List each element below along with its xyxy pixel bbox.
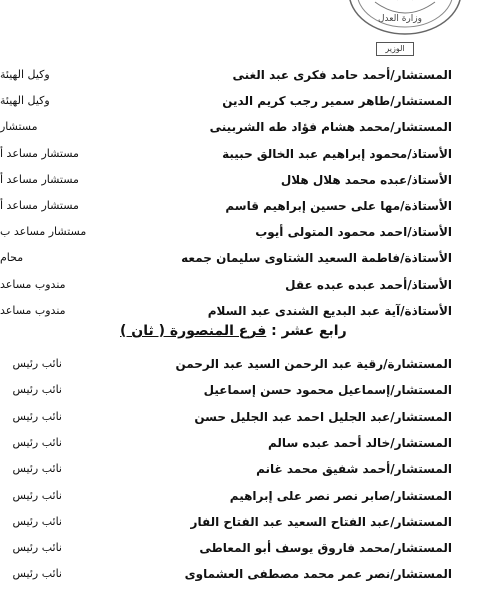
person-name: الأستاذة/آية عبد البديع الشندى عبد السلام [207, 303, 452, 318]
list-item [0, 170, 479, 194]
person-title: نائب رئيس [12, 435, 62, 449]
person-title: نائب رئيس [12, 462, 62, 476]
list-item [0, 380, 479, 404]
person-title: نائب رئيس [12, 541, 62, 555]
person-title: نائب رئيس [12, 488, 62, 502]
person-title-text: مستشار مساعد أ [0, 146, 79, 160]
list-item [0, 222, 479, 246]
list-item [0, 354, 479, 378]
person-name: المستشار/عبد الفتاح السعيد عبد الفتاح الفار [190, 514, 452, 529]
person-title-text: وكيل الهيئة [0, 68, 50, 81]
person-title-text: وكيل الهيئة [0, 94, 50, 108]
section-heading-prefix: رابع عشر : [271, 323, 347, 339]
person-name: المستشار/محمد فاروق يوسف أبو المعاطى [199, 541, 452, 556]
person-name: الأستاذة/مها على حسين إبراهيم قاسم [225, 199, 452, 213]
person-name: المستشار/نصر عمر محمد مصطفى العشماوى [184, 567, 452, 582]
list-item [0, 459, 479, 483]
person-title-text: مستشار مساعد ب [0, 225, 87, 239]
person-title [0, 144, 79, 164]
person-name: المستشار/خالد أحمد عبده سالم [268, 435, 452, 450]
list-item [0, 91, 479, 115]
person-title-text: مستشار مساعد أ [0, 172, 79, 186]
person-name: المستشار/عبد الجليل احمد عبد الجليل حسن [194, 409, 452, 424]
list-item [0, 275, 479, 299]
section-heading [120, 323, 347, 339]
list-item [0, 512, 479, 536]
person-title [0, 275, 66, 295]
person-name: الأستاذة/فاطمة السعيد الشتاوى سليمان جمعه [181, 251, 452, 266]
section-heading-branch: فرع المنصورة ( ثان ) [120, 323, 267, 339]
person-title: نائب رئيس [12, 409, 62, 423]
person-title [0, 301, 66, 321]
person-title-text: محام [0, 251, 24, 265]
list-item [0, 407, 479, 431]
list-item [0, 564, 479, 588]
list-item [0, 117, 479, 141]
list-item [0, 144, 479, 168]
person-title-text: مندوب مساعد [0, 277, 66, 291]
person-title-text: مستشار [0, 120, 38, 134]
minister-label: الوزير [376, 42, 414, 56]
person-name: المستشار/محمد هشام فؤاد طه الشربينى [209, 120, 452, 135]
person-name: الأستاذ/احمد محمود المتولى أيوب [255, 225, 452, 240]
person-title [0, 222, 87, 242]
person-title [0, 65, 62, 85]
person-name: المستشار/صابر نصر نصر على إبراهيم [229, 488, 452, 503]
person-title [0, 248, 62, 268]
person-title [0, 196, 79, 216]
person-name: المستشار/أحمد شفيق محمد غانم [256, 462, 452, 477]
person-name: الأستاذ/عبده محمد هلال هلال [280, 172, 452, 187]
person-title-text: مستشار مساعد أ [0, 199, 79, 212]
person-title: نائب رئيس [12, 514, 62, 528]
list-item [0, 248, 479, 272]
seal-text: وزارة العدل [378, 14, 422, 24]
person-name: المستشار/إسماعيل محمود حسن إسماعيل [203, 383, 452, 398]
person-title: نائب رئيس [12, 383, 62, 397]
person-title-text: مندوب مساعد [0, 303, 66, 317]
person-title [0, 117, 62, 137]
person-name: المستشارة/رقية عبد الرحمن السيد عبد الرحمن [175, 357, 452, 371]
person-title [0, 170, 79, 190]
list-item [0, 486, 479, 510]
person-name: المستشار/طاهر سمير رجب كريم الدين [222, 94, 452, 109]
person-name: الأستاذ/محمود إبراهيم عبد الخالق حبيبة [222, 146, 452, 161]
list-item [0, 433, 479, 457]
person-name: المستشار/أحمد حامد فكرى عبد الغنى [232, 68, 452, 82]
list-item [0, 65, 479, 89]
person-title [0, 91, 62, 111]
list-item [0, 196, 479, 220]
person-title: نائب رئيس [12, 357, 62, 370]
list-item [0, 301, 479, 325]
person-name: الأستاذ/أحمد عبده عبده عقل [285, 277, 452, 292]
list-item [0, 538, 479, 562]
person-title: نائب رئيس [12, 567, 62, 581]
